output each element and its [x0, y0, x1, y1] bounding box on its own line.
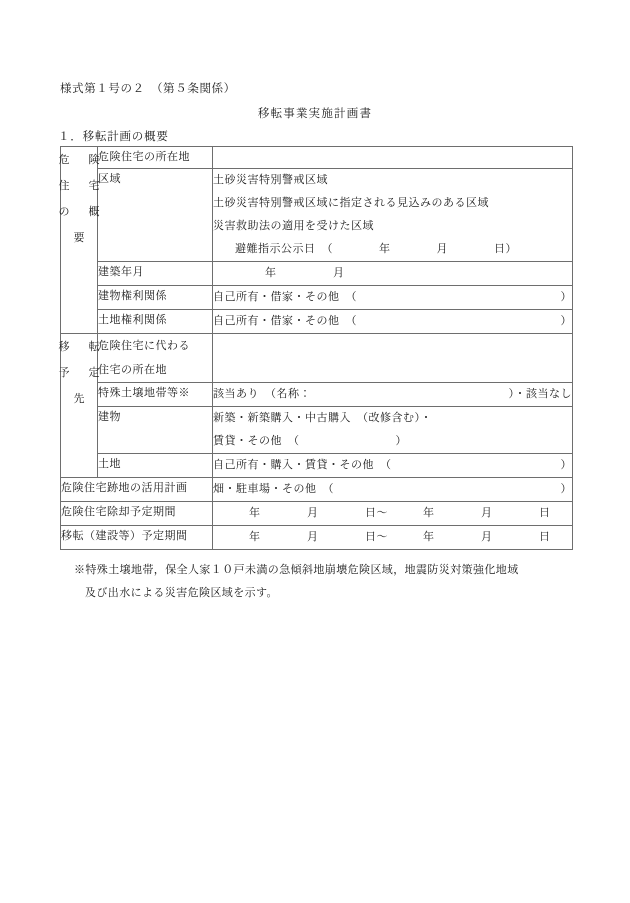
group-label-line: 要 — [73, 232, 89, 244]
building-rights-paren-close: ） — [560, 291, 572, 303]
new-building-options-line2[interactable] — [213, 435, 407, 447]
demolition-year-from: 年 — [249, 507, 261, 519]
build-year: 年 — [265, 267, 277, 279]
site-use-plan-paren-close: ） — [560, 483, 572, 495]
field-label-demolition-period: 危険住宅除却予定期間 — [61, 502, 213, 526]
table-row — [61, 407, 573, 454]
building-rights-options[interactable]: 自己所有・借家・その他 （ — [213, 291, 357, 303]
group-label-line: 住 宅 — [58, 180, 104, 192]
document-title: 移転事業実施計画書 — [257, 108, 373, 120]
evacuation-year: 年 — [379, 243, 391, 255]
footnote-line-2: 及び出水による災害危険区域を示す。 — [85, 587, 278, 599]
demolition-year-to: 年 — [423, 507, 435, 519]
site-use-plan-options[interactable]: 畑・駐車場・その他 （ — [213, 483, 334, 495]
field-label-new-land: 土地 — [98, 454, 213, 478]
field-value-new-location[interactable] — [213, 334, 573, 383]
group-label-line: 移 転 — [58, 341, 104, 353]
demolition-day-from: 日～ — [365, 507, 388, 519]
relocation-month-from: 月 — [307, 531, 319, 543]
special-soil-row[interactable] — [213, 383, 572, 406]
group-label-line: の 概 — [58, 206, 104, 218]
field-value-relocation-period[interactable] — [213, 526, 573, 550]
build-month: 月 — [333, 267, 345, 279]
relocation-month-to: 月 — [481, 531, 493, 543]
demolition-period-run[interactable] — [213, 502, 572, 525]
land-rights-paren-close: ） — [560, 315, 572, 327]
table-row — [61, 383, 573, 407]
land-rights-row[interactable] — [213, 310, 572, 333]
field-label-relocation-period: 移転（建設等）予定期間 — [61, 526, 213, 550]
section-heading: １．移転計画の概要 — [58, 131, 169, 143]
table-row — [61, 262, 573, 286]
field-label-land-rights: 土地権利関係 — [98, 310, 213, 334]
footnote — [74, 559, 574, 605]
group-label-hazard-overview — [58, 147, 104, 334]
demolition-day-to: 日 — [539, 507, 551, 519]
table-row — [61, 526, 573, 550]
field-label-build-date: 建築年月 — [98, 262, 213, 286]
footnote-line-1: ※特殊土壌地帯，保全人家１０戸未満の急傾斜地崩壊危険区域，地震防災対策強化地域 — [74, 564, 519, 576]
evacuation-notice-date[interactable] — [213, 238, 572, 261]
land-rights-options[interactable]: 自己所有・借家・その他 （ — [213, 315, 357, 327]
evacuation-day: 日） — [494, 243, 517, 255]
table-row — [61, 334, 573, 383]
special-soil-applicable[interactable]: 該当あり （名称： — [213, 388, 311, 400]
new-land-paren-close: ） — [560, 459, 572, 471]
field-label-zone: 区域 — [98, 169, 213, 262]
table-row — [61, 169, 573, 262]
field-label-building-rights: 建物権利関係 — [98, 286, 213, 310]
evacuation-month: 月 — [436, 243, 448, 255]
new-land-options[interactable]: 自己所有・購入・賃貸・その他 （ — [213, 459, 392, 471]
form-number: 様式第１号の２ （第５条関係） — [60, 83, 236, 95]
special-soil-not-applicable[interactable]: ）・該当なし — [508, 388, 572, 400]
new-location-label-line1: 危険住宅に代わる — [98, 340, 190, 352]
build-date-run[interactable] — [213, 262, 572, 285]
zone-option[interactable]: 土砂災害特別警戒区域に指定される見込みのある区域 — [213, 197, 489, 209]
demolition-month-to: 月 — [481, 507, 493, 519]
table-row — [61, 502, 573, 526]
field-value-build-date[interactable] — [213, 262, 573, 286]
relocation-year-to: 年 — [423, 531, 435, 543]
relocation-day-from: 日～ — [365, 531, 388, 543]
field-value-new-land[interactable] — [213, 454, 573, 478]
field-label-site-use-plan: 危険住宅跡地の活用計画 — [61, 478, 213, 502]
new-building-options-line1[interactable]: 新築・新築購入・中古購入 （改修含む）・ — [213, 412, 432, 424]
field-value-land-rights[interactable] — [213, 310, 573, 334]
field-value-site-use-plan[interactable] — [213, 478, 573, 502]
zone-option[interactable]: 災害救助法の適用を受けた区域 — [213, 220, 374, 232]
field-label-hazard-location: 危険住宅の所在地 — [98, 147, 213, 169]
demolition-month-from: 月 — [307, 507, 319, 519]
field-value-new-building[interactable] — [213, 407, 573, 454]
field-value-special-soil[interactable] — [213, 383, 573, 407]
building-rights-row[interactable] — [213, 286, 572, 309]
site-use-plan-row[interactable] — [213, 478, 572, 501]
table-row — [61, 147, 573, 169]
relocation-year-from: 年 — [249, 531, 261, 543]
group-label-line: 予 定 — [58, 367, 104, 379]
table-row — [61, 286, 573, 310]
field-label-special-soil: 特殊土壌地帯等※ — [98, 383, 213, 407]
field-label-new-building: 建物 — [98, 407, 213, 454]
field-value-demolition-period[interactable] — [213, 502, 573, 526]
field-value-building-rights[interactable] — [213, 286, 573, 310]
relocation-period-run[interactable] — [213, 526, 572, 549]
field-value-zone[interactable] — [213, 169, 573, 262]
new-building-paren-close: ） — [395, 435, 407, 447]
group-label-relocation-destination — [58, 334, 104, 478]
field-value-hazard-location[interactable] — [213, 147, 573, 169]
field-label-new-location — [98, 334, 213, 383]
zone-option[interactable]: 土砂災害特別警戒区域 — [213, 174, 328, 186]
table-row — [61, 454, 573, 478]
evacuation-notice-label: 避難指示公示日 （ — [235, 243, 333, 255]
group-label-line: 危 険 — [58, 154, 104, 166]
new-land-row[interactable] — [213, 454, 572, 477]
table-row — [61, 478, 573, 502]
relocation-day-to: 日 — [539, 531, 551, 543]
table-row — [61, 310, 573, 334]
new-location-label-line2: 住宅の所在地 — [98, 364, 167, 376]
new-building-rent-other[interactable]: 賃貸・その他 （ — [213, 435, 300, 447]
relocation-plan-table — [60, 146, 573, 550]
group-label-line: 先 — [73, 393, 89, 405]
